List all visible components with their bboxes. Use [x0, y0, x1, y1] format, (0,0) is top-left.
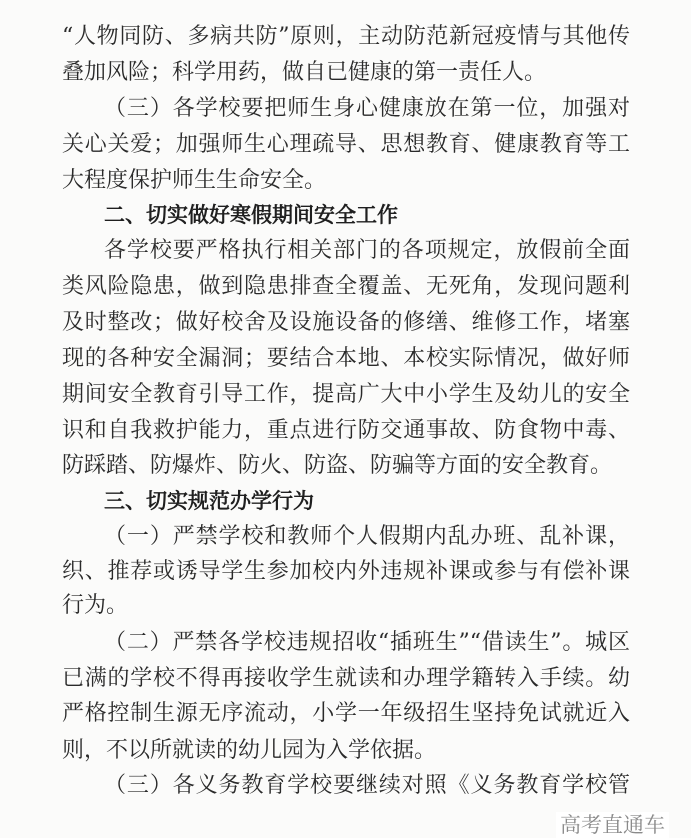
paragraph-line: 识和自我救护能力，重点进行防交通事故、防食物中毒、	[62, 418, 630, 443]
paragraph-line: 叠加风险；科学用药，做自已健康的第一责任人。	[62, 60, 547, 85]
watermark: 高考直通车	[556, 812, 669, 838]
paragraph-line: 防踩踏、防爆炸、防火、防盗、防骗等方面的安全教育。	[62, 453, 613, 478]
paragraph-line: “人物同防、多病共防”原则，主动防范新冠疫情与其他传	[62, 24, 630, 49]
paragraph-line: 织、推荐或诱导学生参加校内外违规补课或参与有偿补课	[62, 559, 630, 584]
paragraph-line: （三）各学校要把师生身心健康放在第一位，加强对	[104, 96, 630, 121]
paragraph-line: 大程度保护师生生命安全。	[62, 168, 327, 193]
paragraph-line: 行为。	[62, 593, 129, 618]
paragraph-line: 期间安全教育引导工作，提高广大中小学生及幼儿的安全	[62, 382, 630, 407]
paragraph-line: 已满的学校不得再接收学生就读和办理学籍转入手续。幼	[62, 666, 630, 691]
paragraph-line: （一）严禁学校和教师个人假期内乱办班、乱补课，	[104, 524, 630, 549]
paragraph-line: 关心关爱；加强师生心理疏导、思想教育、健康教育等工	[62, 132, 630, 157]
section-heading-3: 三、切实规范办学行为	[104, 489, 314, 513]
paragraph-line: （二）严禁各学校违规招收“插班生”“借读生”。城区	[104, 630, 630, 655]
paragraph-line: 现的各种安全漏洞；要结合本地、本校实际情况，做好师	[62, 346, 630, 371]
section-heading-2: 二、切实做好寒假期间安全工作	[104, 203, 398, 227]
paragraph-line: 及时整改；做好校舍及设施设备的修缮、维修工作，堵塞	[62, 310, 630, 335]
paragraph-line: （三）各义务教育学校要继续对照《义务教育学校管	[104, 773, 630, 798]
paragraph-line: 严格控制生源无序流动，小学一年级招生坚持免试就近入	[62, 701, 630, 726]
paragraph-line: 类风险隐患，做到隐患排查全覆盖、无死角，发现问题利	[62, 274, 630, 299]
paragraph-line: 各学校要严格执行相关部门的各项规定，放假前全面	[104, 238, 630, 263]
paragraph-line: 则，不以所就读的幼儿园为入学依据。	[62, 738, 437, 763]
